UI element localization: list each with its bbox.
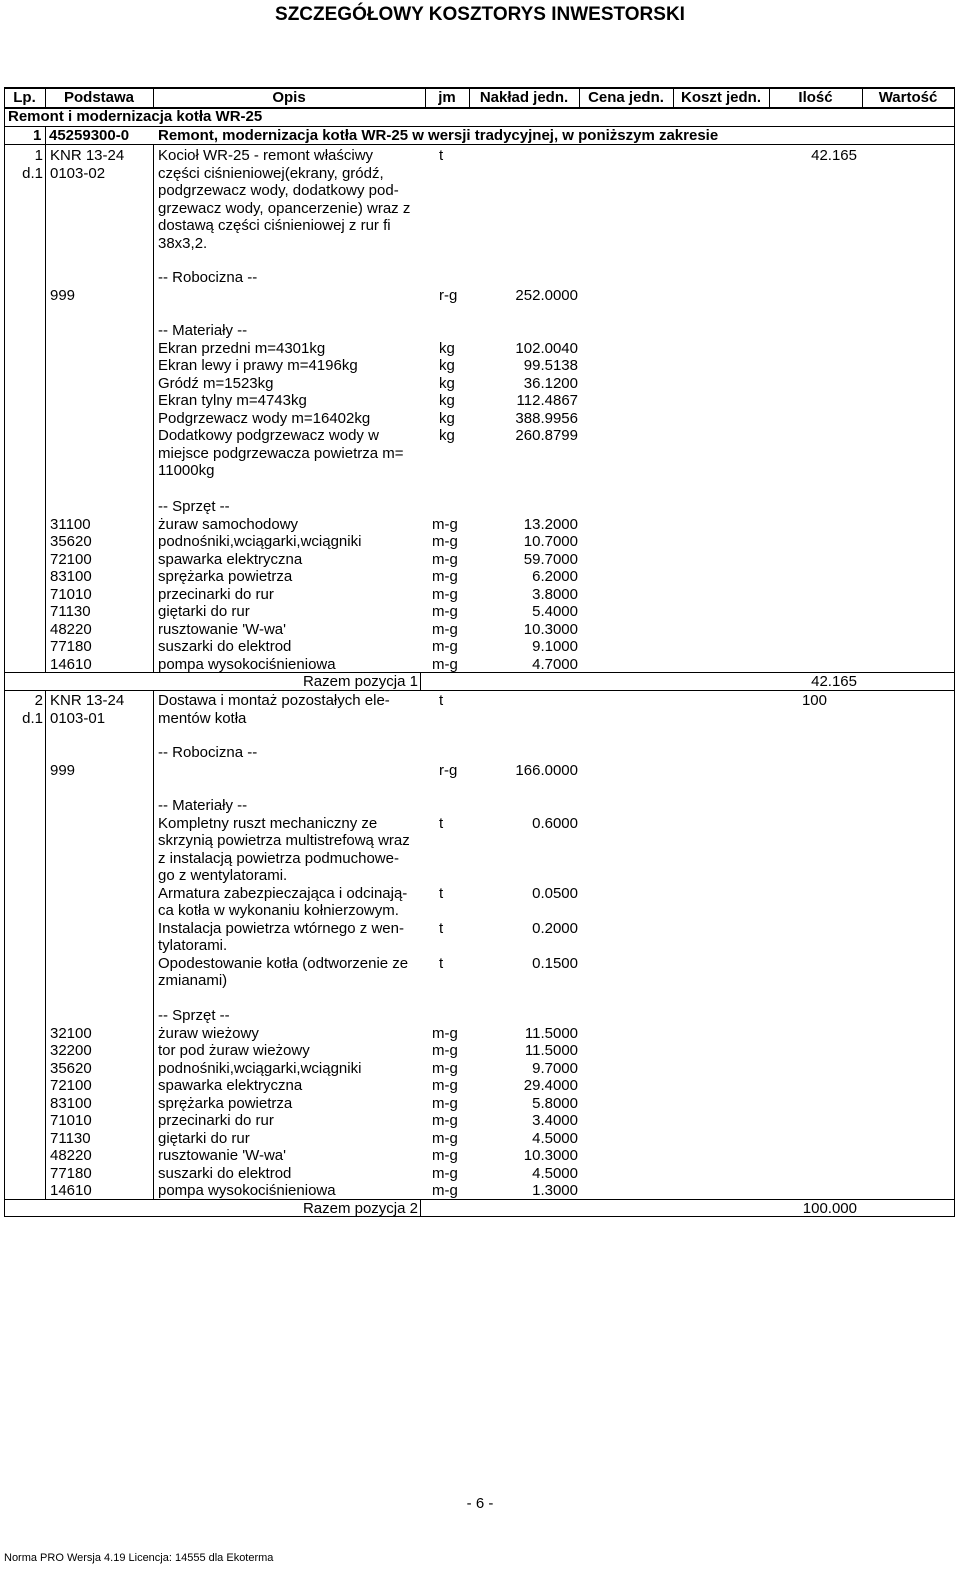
equipment-description: giętarki do rur: [158, 603, 250, 620]
labour-value: 252.0000: [515, 287, 578, 304]
position-description: Kocioł WR-25 - remont właściwy: [158, 147, 374, 164]
material-value: 112.4867: [516, 392, 578, 409]
equipment-unit: m-g: [432, 1112, 458, 1129]
equipment-unit: m-g: [432, 568, 458, 585]
material-description: zmianami): [158, 972, 228, 989]
material-unit: kg: [439, 392, 455, 409]
material-unit: t: [439, 919, 444, 937]
equipment-description: sprężarka powietrza: [158, 1094, 293, 1112]
equipment-code: 71010: [50, 1112, 92, 1129]
table-left-border: [4, 87, 5, 1217]
labour-unit: r-g: [439, 762, 458, 779]
position-lp: d.1: [22, 709, 43, 727]
material-value: 0.1500: [532, 954, 578, 972]
subsection-code: 45259300-0: [49, 127, 130, 144]
equipment-code: 32200: [50, 1042, 92, 1059]
equipment-code: 71130: [50, 603, 91, 620]
col-sep-lp: [45, 144, 46, 672]
equipment-description: sprężarka powietrza: [158, 568, 293, 585]
equipment-code: 48220: [50, 1147, 92, 1164]
header-norm: Nakład jedn.: [479, 89, 569, 106]
equipment-value: 10.7000: [523, 533, 578, 550]
position-lp: 1: [34, 147, 43, 164]
material-unit: t: [439, 954, 444, 972]
equipment-description: żuraw wieżowy: [158, 1024, 259, 1042]
equipment-description: tor pod żuraw wieżowy: [158, 1042, 310, 1059]
table-right-border: [954, 87, 955, 1217]
equipment-unit: m-g: [432, 1059, 458, 1077]
position-basis: 0103-02: [50, 164, 106, 182]
position-total-value: 100.000: [802, 1200, 857, 1217]
equipment-value: 4.5000: [532, 1164, 578, 1182]
material-value: 0.6000: [532, 814, 578, 832]
equipment-code: 77180: [50, 1164, 92, 1182]
header-lp: Lp.: [13, 89, 36, 106]
footer-license: Norma PRO Wersja 4.19 Licencja: 14555 dla Ekoterma: [4, 1552, 274, 1564]
equipment-code: 35620: [50, 533, 92, 550]
equipment-value: 3.8000: [532, 585, 578, 603]
equipment-unit: m-g: [432, 1024, 458, 1042]
material-description: Podgrzewacz wody m=16402kg: [158, 409, 371, 427]
position-basis: KNR 13-24: [50, 147, 125, 164]
col-sep-lp: [45, 126, 46, 144]
equipment-value: 9.7000: [532, 1059, 578, 1077]
equipment-unit: m-g: [432, 638, 458, 655]
material-description: Dodatkowy podgrzewacz wody w: [158, 427, 379, 444]
equipment-unit: m-g: [432, 655, 458, 673]
material-description: 11000kg: [158, 462, 215, 479]
material-unit: kg: [439, 409, 455, 427]
position-lp: d.1: [22, 164, 43, 182]
equipment-header: -- Sprzęt --: [158, 1007, 230, 1024]
header-unit-price: Cena jedn.: [588, 89, 664, 106]
material-description: z instalacją powietrza podmuchowe-: [158, 849, 399, 867]
equipment-unit: m-g: [432, 1042, 458, 1059]
equipment-value: 13.2000: [523, 515, 578, 533]
equipment-value: 5.8000: [532, 1094, 578, 1112]
equipment-description: pompa wysokociśnieniowa: [158, 1182, 336, 1199]
material-unit: kg: [439, 374, 455, 392]
header-basis: Podstawa: [63, 89, 135, 106]
equipment-unit: m-g: [432, 1164, 458, 1182]
equipment-value: 59.7000: [523, 550, 578, 568]
position-description: mentów kotła: [158, 709, 247, 727]
header-unit-cost: Koszt jedn.: [680, 89, 761, 106]
header-unit: jm: [438, 89, 456, 106]
equipment-code: 14610: [50, 1182, 92, 1199]
equipment-value: 4.5000: [532, 1129, 578, 1147]
equipment-description: rusztowanie 'W-wa': [158, 620, 286, 638]
equipment-code: 71130: [50, 1129, 91, 1147]
equipment-value: 6.2000: [532, 568, 578, 585]
labour-header: -- Robocizna --: [158, 269, 258, 286]
position-unit: t: [439, 692, 444, 709]
material-value: 260.8799: [515, 427, 578, 444]
equipment-description: podnośniki,wciągarki,wciągniki: [158, 533, 362, 550]
equipment-value: 10.3000: [523, 1147, 578, 1164]
equipment-unit: m-g: [432, 620, 458, 638]
equipment-code: 32100: [50, 1024, 92, 1042]
material-value: 36.1200: [523, 374, 578, 392]
material-description: miejsce podgrzewacza powietrza m=: [158, 444, 404, 462]
material-value: 102.0040: [515, 339, 578, 357]
materials-header: -- Materiały --: [158, 322, 248, 339]
equipment-description: pompa wysokociśnieniowa: [158, 655, 336, 673]
equipment-code: 83100: [50, 1094, 92, 1112]
equipment-description: podnośniki,wciągarki,wciągniki: [158, 1059, 362, 1077]
labour-unit: r-g: [439, 287, 458, 304]
equipment-value: 29.4000: [523, 1077, 578, 1094]
equipment-value: 11.5000: [524, 1024, 578, 1042]
labour-header: -- Robocizna --: [158, 744, 258, 761]
equipment-unit: m-g: [432, 550, 458, 568]
section-title: Remont i modernizacja kotła WR-25: [8, 108, 263, 125]
equipment-description: przecinarki do rur: [158, 1112, 274, 1129]
page-number: - 6 -: [466, 1495, 494, 1512]
subsection-lp: 1: [33, 127, 42, 144]
labour-value: 166.0000: [515, 762, 578, 779]
equipment-description: rusztowanie 'W-wa': [158, 1147, 286, 1164]
equipment-code: 77180: [50, 638, 92, 655]
equipment-description: spawarka elektryczna: [158, 550, 303, 568]
equipment-unit: m-g: [432, 533, 458, 550]
equipment-unit: m-g: [432, 1129, 458, 1147]
equipment-code: 35620: [50, 1059, 92, 1077]
equipment-code: 71010: [50, 585, 92, 603]
position-description: 38x3,2.: [158, 234, 208, 252]
material-description: Armatura zabezpieczająca i odcinają-: [158, 884, 408, 902]
materials-header: -- Materiały --: [158, 797, 248, 814]
material-description: ca kotła w wykonaniu kołnierzowym.: [158, 902, 399, 919]
equipment-unit: m-g: [432, 585, 458, 603]
material-description: go z wentylatorami.: [158, 867, 288, 884]
material-value: 388.9956: [515, 409, 578, 427]
header-quantity: Ilość: [798, 89, 833, 106]
position-description: podgrzewacz wody, dodatkowy pod-: [158, 182, 399, 199]
equipment-unit: m-g: [432, 1182, 458, 1199]
equipment-code: 83100: [50, 568, 92, 585]
equipment-description: suszarki do elektrod: [158, 1164, 292, 1182]
material-value: 0.0500: [532, 884, 578, 902]
position-description: Dostawa i montaż pozostałych ele-: [158, 692, 390, 709]
labour-code: 999: [50, 762, 76, 779]
position-quantity: 42.165: [811, 147, 857, 164]
labour-code: 999: [50, 287, 76, 304]
col-sep-basis: [153, 144, 154, 672]
material-unit: kg: [439, 339, 455, 357]
position-total-label: Razem pozycja 1: [302, 673, 418, 690]
material-description: Opodestowanie kotła (odtworzenie ze: [158, 954, 409, 972]
equipment-code: 14610: [50, 655, 92, 673]
equipment-code: 48220: [50, 620, 92, 638]
material-description: tylatorami.: [158, 937, 228, 954]
material-description: Kompletny ruszt mechaniczny ze: [158, 814, 378, 832]
position-total-label: Razem pozycja 2: [302, 1200, 418, 1217]
equipment-header: -- Sprzęt --: [158, 498, 230, 515]
col-sep-desc: [420, 672, 421, 690]
equipment-value: 10.3000: [523, 620, 578, 638]
material-description: Ekran lewy i prawy m=4196kg: [158, 357, 358, 374]
equipment-unit: m-g: [432, 1077, 458, 1094]
document-title: SZCZEGÓŁOWY KOSZTORYS INWESTORSKI: [275, 4, 685, 25]
position-description: części ciśnieniowej(ekrany, gródź,: [158, 164, 384, 182]
equipment-code: 72100: [50, 550, 92, 568]
col-sep-lp: [45, 690, 46, 1199]
equipment-code: 72100: [50, 1077, 92, 1094]
subsection-description: Remont, modernizacja kotła WR-25 w wersji tradycyjnej, w poniższym zakresie: [158, 127, 719, 144]
equipment-value: 3.4000: [532, 1112, 578, 1129]
equipment-description: spawarka elektryczna: [158, 1077, 303, 1094]
equipment-description: żuraw samochodowy: [158, 515, 299, 533]
equipment-description: przecinarki do rur: [158, 585, 274, 603]
material-unit: kg: [439, 427, 455, 444]
equipment-unit: m-g: [432, 1147, 458, 1164]
equipment-unit: m-g: [432, 603, 458, 620]
position-description: grzewacz wody, opancerzenie) wraz z: [158, 199, 411, 217]
material-description: Ekran tylny m=4743kg: [158, 392, 307, 409]
equipment-unit: m-g: [432, 1094, 458, 1112]
header-value: Wartość: [878, 89, 938, 106]
equipment-code: 31100: [50, 515, 91, 533]
material-unit: kg: [439, 357, 455, 374]
material-description: skrzynią powietrza multistrefową wraz: [158, 832, 410, 849]
equipment-description: giętarki do rur: [158, 1129, 250, 1147]
position-basis: KNR 13-24: [50, 692, 125, 709]
material-unit: t: [439, 814, 444, 832]
position-quantity: 100: [801, 692, 827, 709]
material-value: 0.2000: [532, 919, 578, 937]
position-lp: 2: [34, 692, 43, 709]
position-total-value: 42.165: [811, 673, 857, 690]
equipment-value: 1.3000: [532, 1182, 578, 1199]
equipment-value: 9.1000: [532, 638, 578, 655]
material-unit: t: [439, 884, 444, 902]
position-basis: 0103-01: [50, 709, 106, 727]
equipment-value: 5.4000: [532, 603, 578, 620]
col-sep-basis: [153, 690, 154, 1199]
equipment-description: suszarki do elektrod: [158, 638, 292, 655]
position-description: dostawą części ciśnieniowej z rur fi: [158, 217, 391, 234]
material-description: Ekran przedni m=4301kg: [158, 339, 326, 357]
equipment-value: 4.7000: [532, 655, 578, 673]
position-unit: t: [439, 147, 444, 164]
equipment-unit: m-g: [432, 515, 458, 533]
header-description: Opis: [272, 89, 306, 106]
equipment-value: 11.5000: [524, 1042, 578, 1059]
material-value: 99.5138: [523, 357, 578, 374]
material-description: Gródź m=1523kg: [158, 374, 274, 392]
material-description: Instalacja powietrza wtórnego z wen-: [158, 919, 404, 937]
col-sep-desc: [420, 1199, 421, 1216]
